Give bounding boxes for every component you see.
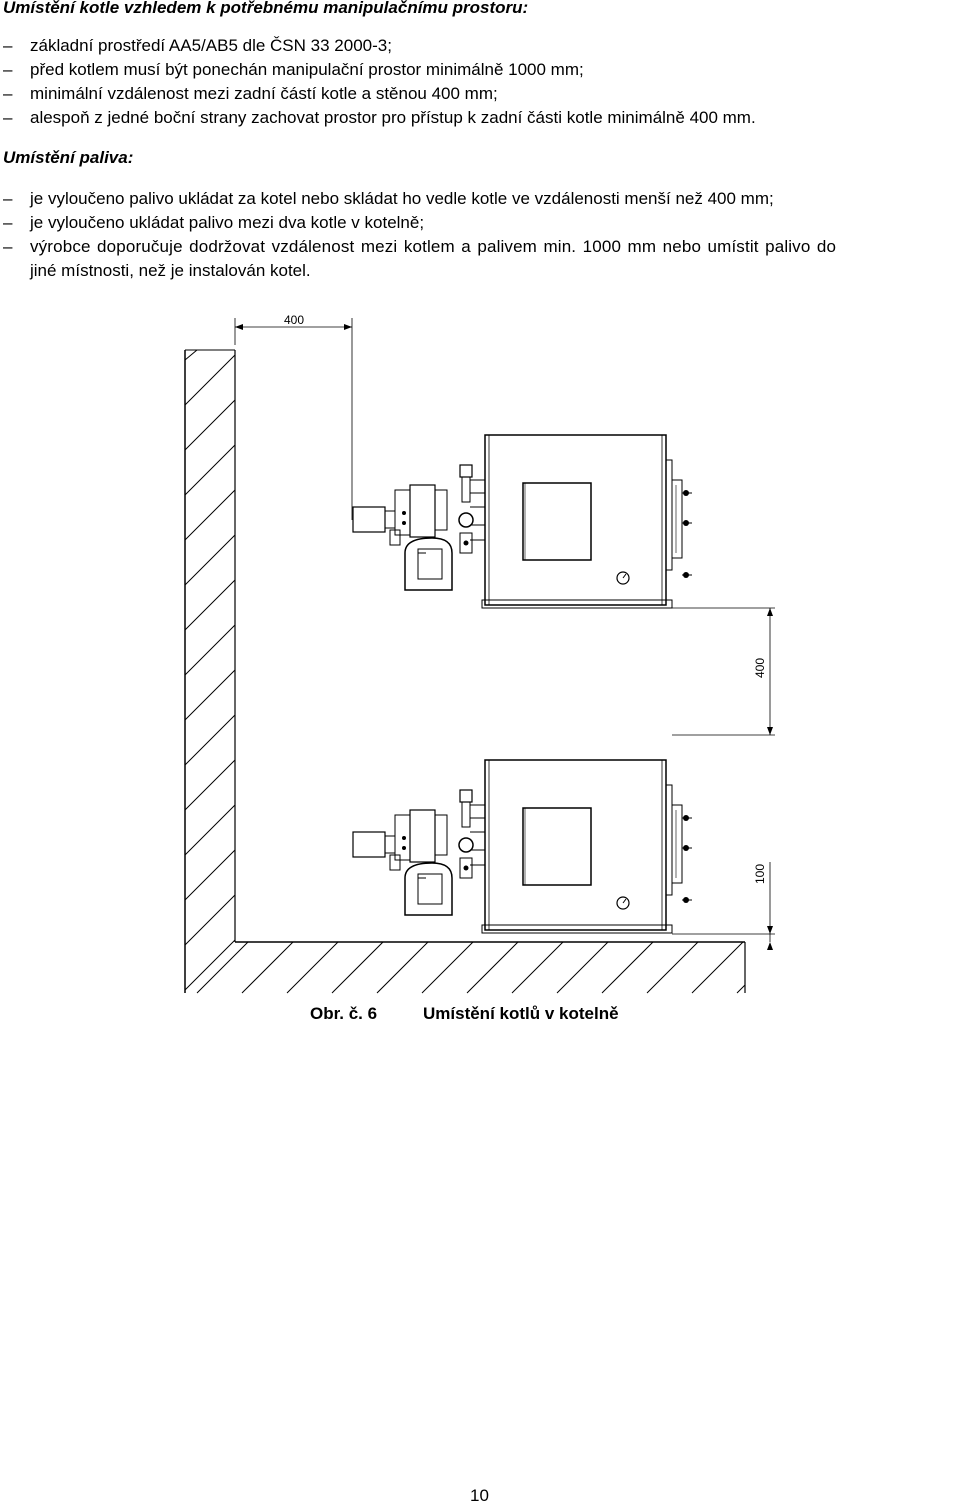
list-item-continuation: jiné místnosti, než je instalován kotel. <box>30 261 311 280</box>
section-heading-fuel-placement: Umístění paliva: <box>3 148 134 167</box>
list-item-line: výrobce doporučuje dodržovat vzdálenost mezi kotlem a palivem min. 1000 mm nebo umístit palivo do <box>30 237 837 256</box>
fuel-placement-list <box>0 187 960 259</box>
list-item <box>0 235 960 259</box>
figure-number: Obr. č. 6 <box>310 1004 378 1023</box>
list-item: – je vyloučeno palivo ukládat za kotel nebo skládat ho vedle kotle ve vzdálenosti menší než 400 mm; <box>0 187 960 211</box>
list-item: – před kotlem musí být ponechán manipulační prostor minimálně 1000 mm; <box>0 58 960 82</box>
list-item: – alespoň z jedné boční strany zachovat prostor pro přístup k zadní části kotle minimálně 400 mm. <box>0 106 960 130</box>
dimension-between-label: 400 <box>753 657 767 679</box>
list-item: – základní prostředí AA5/AB5 dle ČSN 33 2000-3; <box>0 34 960 58</box>
section-heading-boiler-placement: Umístění kotle vzhledem k potřebnému manipulačnímu prostoru: <box>3 0 529 17</box>
list-item: – je vyloučeno ukládat palivo mezi dva kotle v kotelně; <box>0 211 960 235</box>
list-item: – minimální vzdálenost mezi zadní částí kotle a stěnou 400 mm; <box>0 82 960 106</box>
dimension-top-label: 400 <box>283 313 305 327</box>
page-number: 10 <box>470 1486 489 1505</box>
boiler-placement-list <box>0 34 960 130</box>
boiler-bottom <box>353 760 692 933</box>
dimension-side-label: 100 <box>753 863 767 885</box>
boiler-room-drawing <box>0 300 960 1000</box>
figure-caption: Umístění kotlů v kotelně <box>423 1004 619 1023</box>
boiler-top <box>353 435 692 608</box>
